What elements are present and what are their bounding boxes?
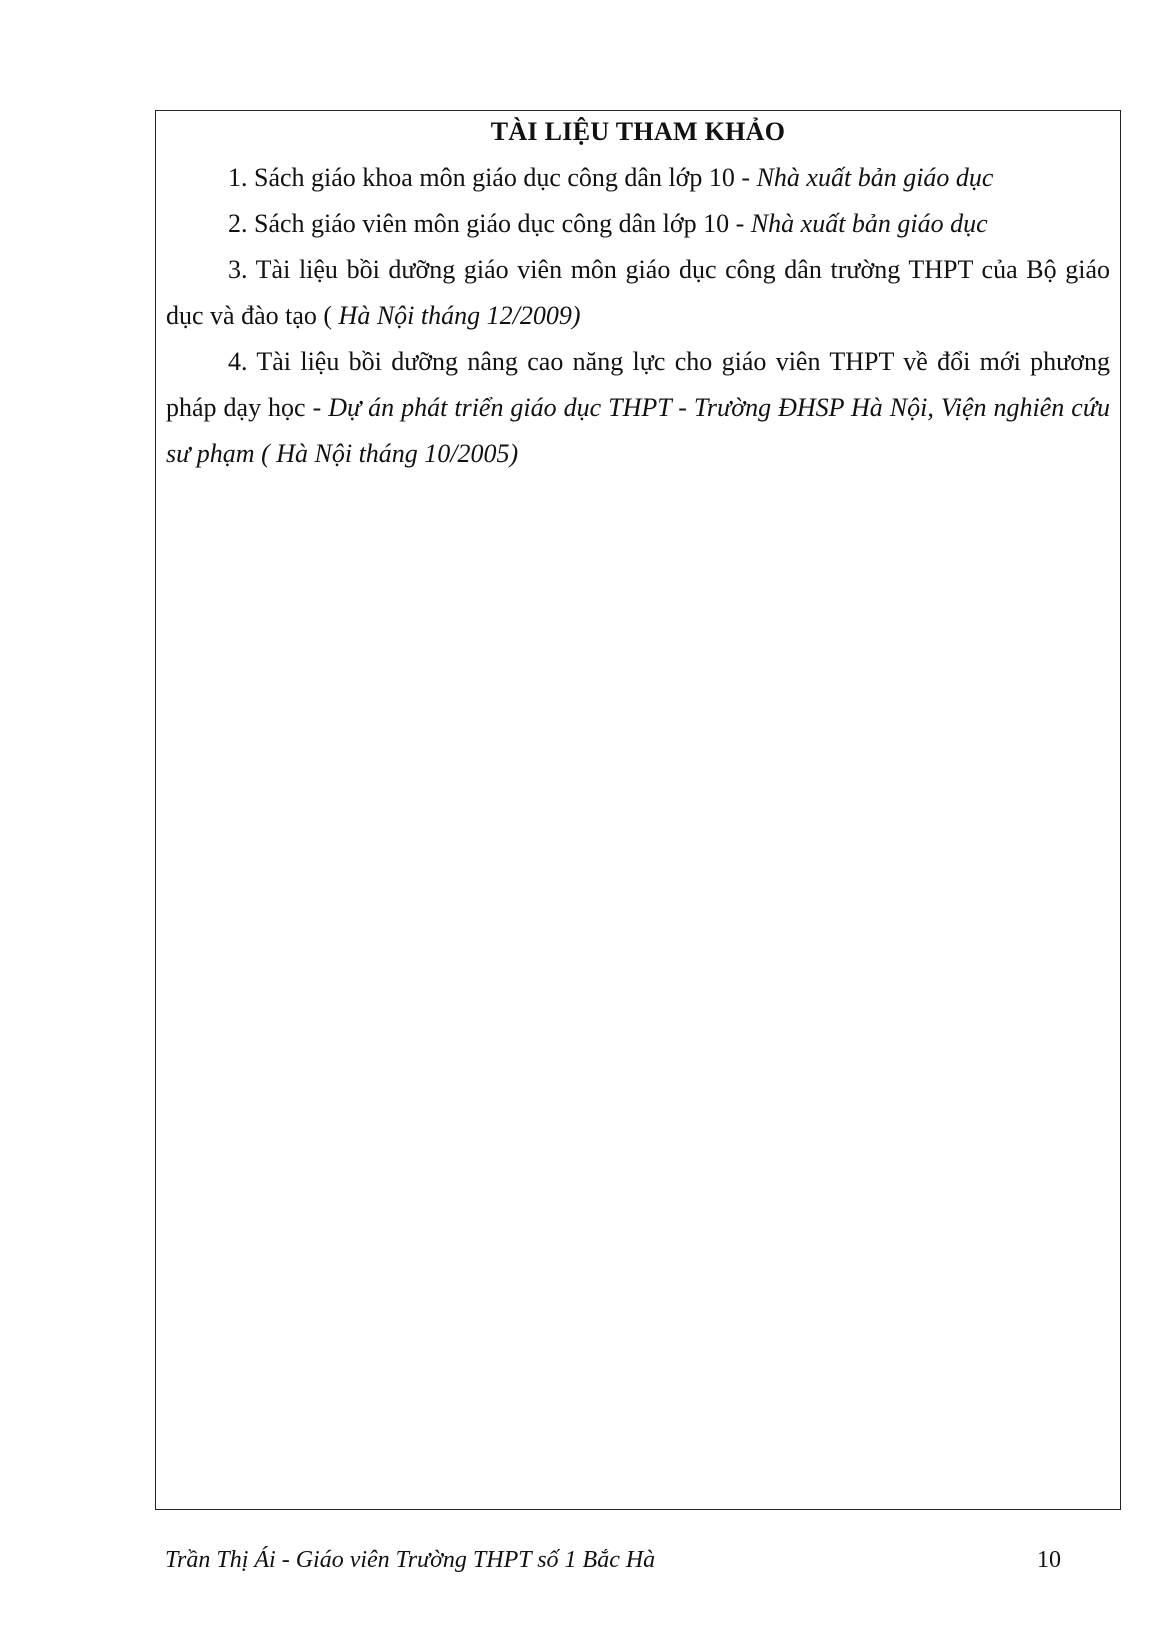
footer-author: Trần Thị Ái - Giáo viên Trường THPT số 1 Bắc Hà	[165, 1547, 656, 1573]
page-number: 10	[1037, 1547, 1061, 1573]
reference-text: 1. Sách giáo khoa môn giáo dục công dân lớp 10 -	[228, 163, 757, 192]
reference-item-1	[166, 155, 1110, 201]
reference-source: Nhà xuất bản giáo dục	[750, 209, 988, 238]
reference-source: Dự án phát triển giáo dục THPT - Trường ĐHSP Hà Nội, Viện nghiên cứu sư phạm ( Hà Nội tháng 10/2005)	[166, 393, 1110, 468]
page-frame	[155, 110, 1121, 1510]
reference-text: 2. Sách giáo viên môn giáo dục công dân lớp 10 -	[228, 209, 751, 238]
reference-item-3	[166, 247, 1110, 339]
document-title: TÀI LIỆU THAM KHẢO	[490, 117, 786, 146]
reference-item-4	[166, 339, 1110, 477]
reference-text: 4. Tài liệu bồi dưỡng nâng cao năng lực cho giáo viên THPT về đổi mới phương pháp dạy học -	[166, 347, 1110, 422]
reference-text: 3. Tài liệu bồi dưỡng giáo viên môn giáo dục công dân trường THPT của Bộ giáo dục và đào tạo (	[166, 255, 1110, 330]
reference-source: Hà Nội tháng 12/2009)	[338, 301, 581, 330]
reference-item-2	[166, 201, 1110, 247]
reference-source: Nhà xuất bản giáo dục	[756, 163, 994, 192]
document-body	[166, 115, 1110, 477]
